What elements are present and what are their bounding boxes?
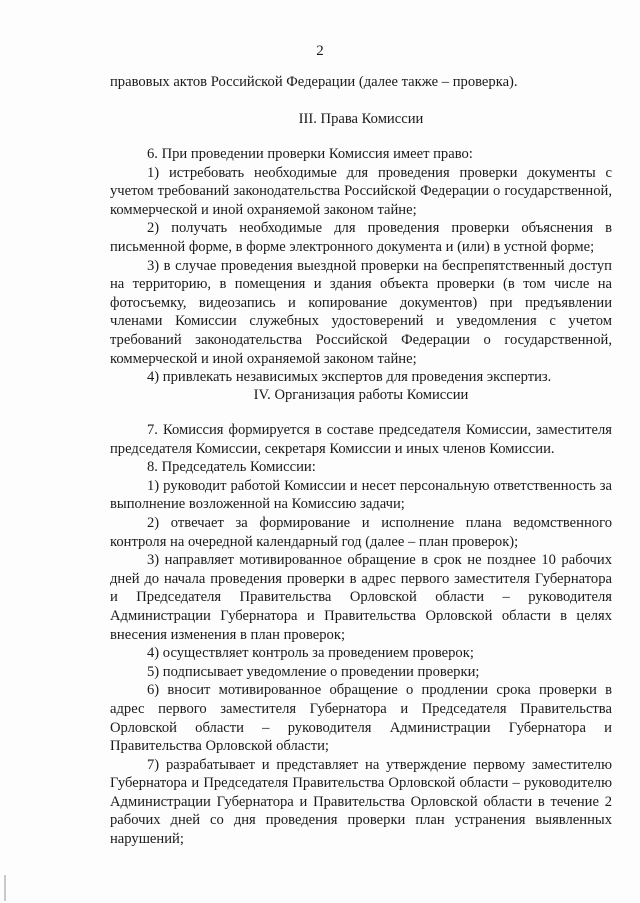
paragraph-8-item-2: 2) отвечает за формирование и исполнение плана ведомственного контроля на очередной календарный год (далее – план проверок);	[110, 514, 612, 550]
section-iii-heading: III. Права Комиссии	[298, 111, 424, 127]
paragraph-8-item-3: 3) направляет мотивированное обращение в срок не позднее 10 рабочих дней до начала проведения проверки в адрес первого заместителя Губернатора и Председателя Правительства Орловской области – руководителя Администрации Губернатора и Правительства Орловской области в целях внесения изменения в план проверок;	[110, 552, 612, 643]
paragraph-7: 7. Комиссия формируется в составе председателя Комиссии, заместителя председателя Комиссии, секретаря Комиссии и иных членов Комиссии.	[110, 422, 612, 457]
intro-paragraph-tail: правовых актов Российской Федерации (далее также – проверка).	[110, 74, 518, 90]
paragraph-6: 6. При проведении проверки Комиссия имеет право:	[147, 146, 473, 162]
section-iv	[110, 386, 612, 405]
paragraph-8-item-4: 4) осуществляет контроль за проведением проверок;	[147, 645, 474, 662]
paragraph-6-item-4: 4) привлекать независимых экспертов для проведения экспертиз.	[147, 369, 552, 386]
page-number: 2	[316, 43, 324, 59]
scan-margin-mark	[4, 875, 6, 901]
paragraph-8-item-7: 7) разрабатывает и представляет на утверждение первому заместителю Губернатора и Председателя Правительства Орловской области – руководителю Администрации Губернатора и Правительства Орловской области в течение 2 рабочих дней со дня проведения проверки план устранения выявленных нарушений;	[110, 756, 612, 848]
section-iii	[110, 110, 612, 129]
section-iv-heading: IV. Организация работы Комиссии	[253, 387, 469, 403]
paragraph-6-item-3: 3) в случае проведения выездной проверки на беспрепятственный доступ на территорию, в помещения и здания объекта проверки (в том числе на фотосъемку, видеозапись и копирование документов) при предъявлении членами Комиссии служебных удостоверений и уведомления с учетом требований законодательства Российской Федерации о государственной, коммерческой и иной охраняемой законом тайне;	[110, 257, 612, 367]
intro-block	[110, 73, 612, 92]
paragraph-8-item-6: 6) вносит мотивированное обращение о продлении срока проверки в адрес первого заместителя Губернатора и Председателя Правительства Орловской области – руководителя Администрации Губернатора и Правительства Орловской области;	[110, 682, 612, 755]
paragraph-6-item-1: 1) истребовать необходимые для проведения проверки документы с учетом требований законодательства Российской Федерации о государственной, коммерческой и иной охраняемой законом тайне;	[110, 164, 612, 218]
paragraph-6-item-2: 2) получать необходимые для проведения проверки объяснения в письменной форме, в форме электронного документа и (или) в устной форме;	[110, 220, 612, 255]
section-iii-body	[110, 145, 612, 387]
section-iv-body	[110, 421, 612, 849]
paragraph-8-item-5: 5) подписывает уведомление о проведении проверки;	[147, 663, 480, 680]
paragraph-8: 8. Председатель Комиссии:	[147, 459, 316, 476]
paragraph-8-item-1: 1) руководит работой Комиссии и несет персональную ответственность за выполнение возложенной на Комиссию задачи;	[110, 477, 612, 513]
